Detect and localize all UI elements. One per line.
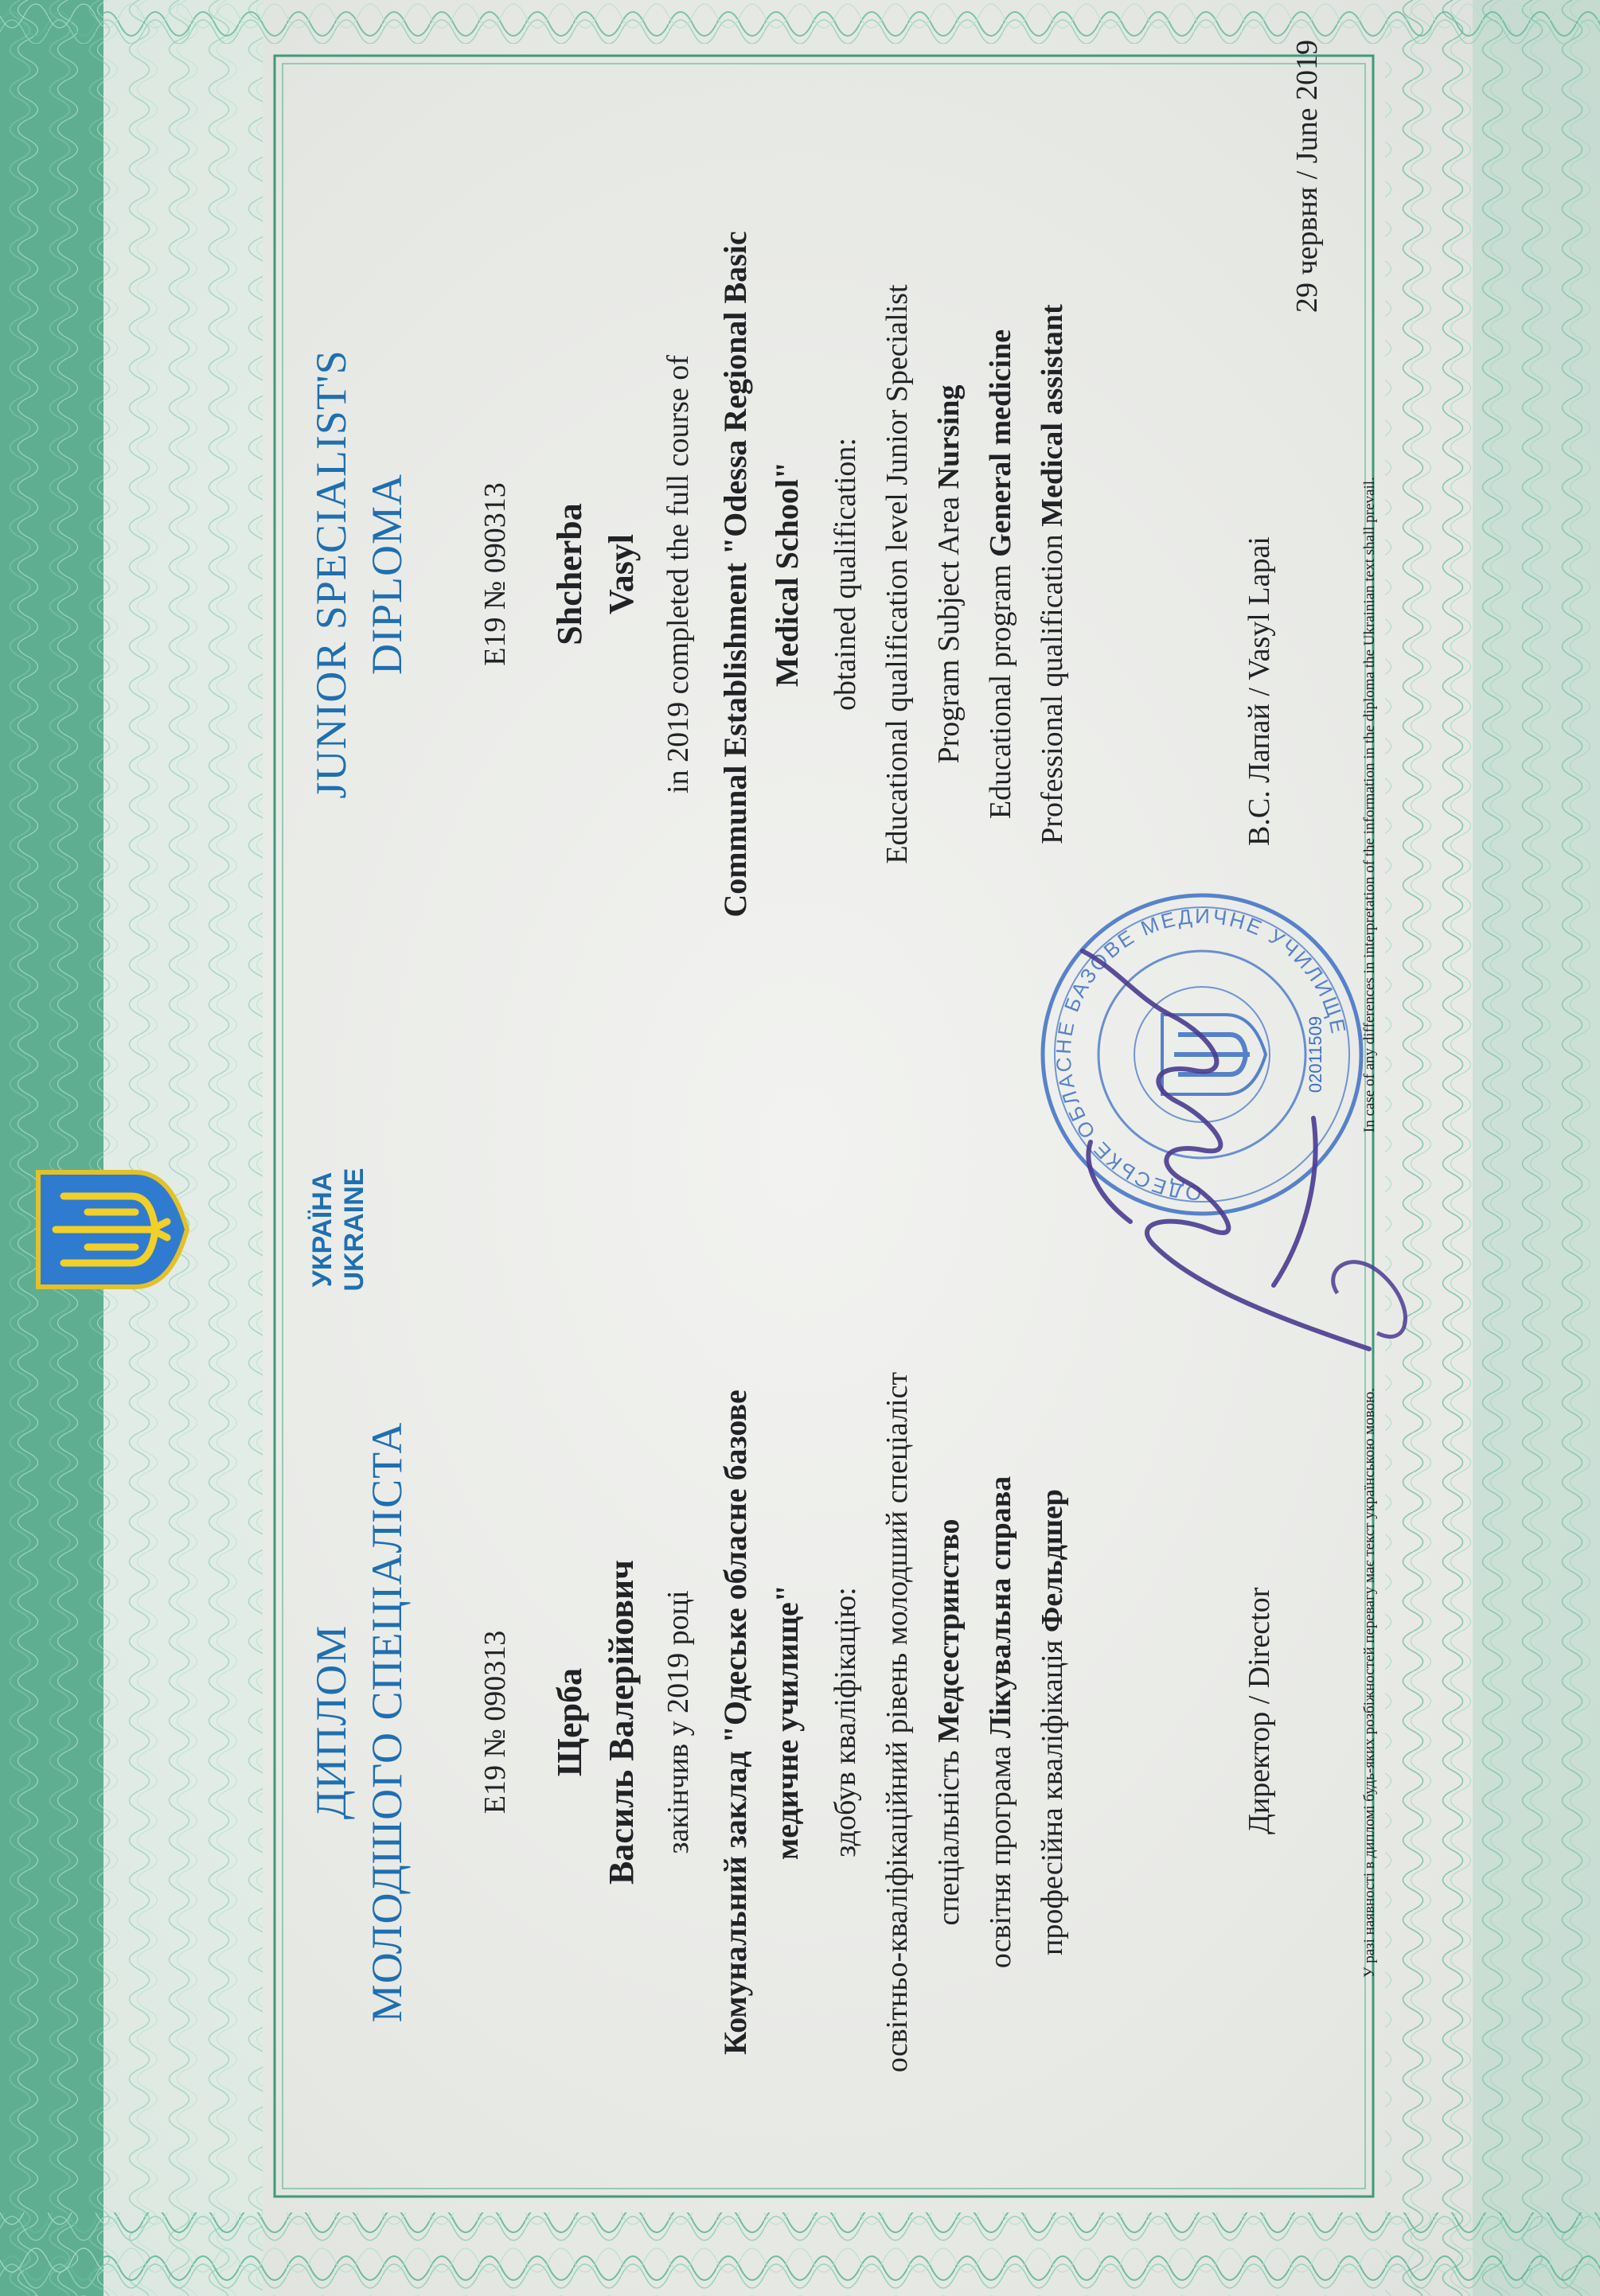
issue-date: 29 червня / June 2019: [1290, 40, 1324, 313]
en-prof-label: Professional qualification: [1036, 534, 1069, 844]
en-professional-qualification: [1035, 0, 1070, 1148]
uk-completed-text: закінчив у 2019 році: [661, 1590, 695, 1854]
stamp-ring-text: ОДЕСЬКЕ ОБЛАСНЕ БАЗОВЕ МЕДИЧНЕ УЧИЛИЩЕ: [1051, 903, 1352, 1206]
en-qualification-level: Educational qualification level Junior Specialist: [880, 284, 914, 864]
en-prof-value: Medical assistant: [1036, 304, 1069, 527]
en-title-line1: JUNIOR SPECIALIST'S: [307, 349, 355, 799]
director-label: Директор / Director: [1243, 1587, 1276, 1834]
country-en: UKRAINE: [339, 1167, 369, 1292]
uk-program: [983, 1148, 1018, 2296]
en-specialty-label: Program Subject Area: [932, 496, 966, 764]
en-institution-line1: Communal Establishment "Odessa Regional Basic: [717, 231, 753, 918]
uk-specialty-label: спеціальність: [932, 1750, 966, 1926]
uk-prof-value: Фельдшер: [1036, 1489, 1069, 1633]
en-program-value: General medicine: [984, 329, 1017, 557]
signatory-name: В.С. Лапай / Vasyl Lapai: [1243, 536, 1276, 846]
uk-obtained-text: здобув кваліфікацію:: [829, 1587, 862, 1857]
en-completed-text: in 2019 completed the full course of: [661, 355, 695, 793]
en-given-names: Vasyl: [602, 533, 641, 615]
uk-specialty: [931, 1148, 966, 2296]
uk-institution-line1: Комунальний заклад "Одеське обласне базове: [717, 1390, 753, 2055]
en-program: [983, 0, 1018, 1148]
uk-program-value: Лікувальна справа: [984, 1475, 1017, 1739]
uk-program-label: освітня програма: [984, 1745, 1017, 1969]
uk-given-names: Василь Валерійович: [602, 1560, 641, 1885]
en-registration-number: E19 № 090313: [478, 482, 512, 666]
uk-specialty-value: Медсестринство: [932, 1518, 966, 1743]
en-obtained-text: obtained qualification:: [829, 438, 862, 711]
en-title-line2: DIPLOMA: [363, 474, 411, 676]
stamp-code: 02011509: [1305, 1015, 1325, 1093]
uk-title-line2: МОЛОДШОГО СПЕЦІАЛІСТА: [363, 1421, 411, 2023]
uk-footnote: У разі наявності в дипломі будь-яких розбіжностей перевагу має текст українською мовою.: [1361, 1387, 1378, 1978]
en-institution-line2: Medical School": [769, 461, 805, 688]
en-surname: Shcherba: [550, 503, 589, 645]
en-specialty: [931, 0, 966, 1148]
uk-qualification-level: освітньо-кваліфікаційний рівень молодший спеціаліст: [880, 1371, 914, 2073]
uk-registration-number: E19 № 090313: [478, 1630, 512, 1815]
uk-prof-label: професійна кваліфікація: [1036, 1639, 1069, 1955]
country-uk: УКРАЇНА: [307, 1171, 338, 1288]
uk-institution-line2: медичне училище": [769, 1585, 805, 1860]
country-label: [306, 1150, 370, 1309]
trident-coat-of-arms-icon: [32, 1166, 191, 1293]
uk-title-line1: ДИПЛОМ: [307, 1624, 355, 1820]
uk-surname: Щерба: [550, 1667, 589, 1777]
en-footnote: In case of any differences in interpretation of the information in the diploma the Ukrainian text shall prevail.: [1361, 477, 1378, 1132]
en-program-label: Educational program: [984, 564, 1017, 820]
en-specialty-value: Nursing: [932, 384, 966, 489]
